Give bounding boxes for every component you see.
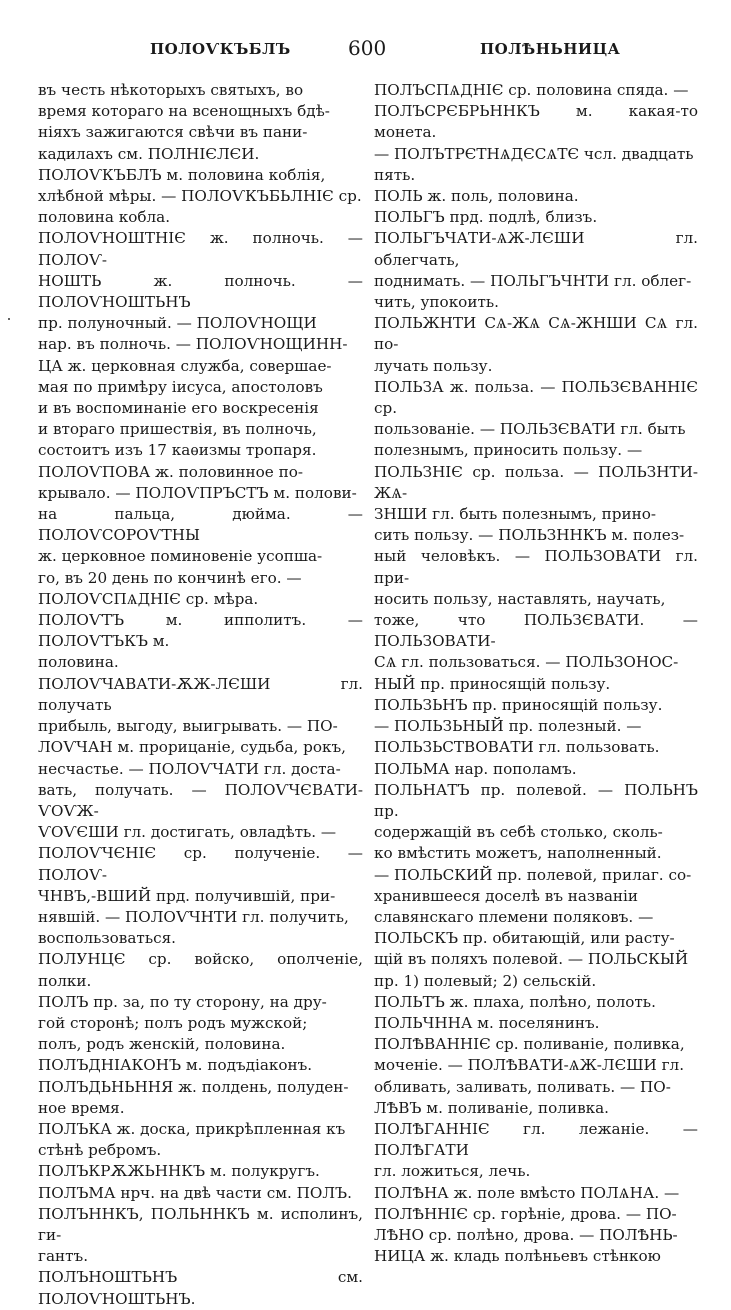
dictionary-line: стѣнѣ ребромъ. (38, 1141, 162, 1160)
dictionary-line: чить, упокоить. (374, 293, 499, 312)
dictionary-line: ЗНШИ гл. быть полезнымъ, прино- (374, 505, 656, 524)
dictionary-line: ПОЛОѴПОВА ж. половинное по- (38, 462, 304, 481)
dictionary-line: ЦА ж. церковная служба, совершае- (38, 356, 332, 375)
dictionary-line: гантъ. (38, 1247, 89, 1266)
dictionary-line: ЛѢВЪ м. поливаніе, поливка. (374, 1098, 609, 1117)
dictionary-line: НЫЙ пр. приносящій пользу. (374, 674, 611, 693)
dictionary-line: пр. 1) полевый; 2) сельскій. (374, 971, 597, 990)
dictionary-line: ПОЛЪМА нрч. на двѣ части см. ПОЛЪ. (38, 1183, 352, 1202)
dictionary-line: — ПОЛЬСКИЙ пр. полевой, прилаг. со- (374, 865, 692, 884)
dictionary-line: ПОЛУНЦЄ ср. войско, ополченіе, полки. (38, 950, 363, 990)
page-header (0, 36, 731, 66)
dictionary-line: ПОЛЬ ж. поль, половина. (374, 187, 579, 206)
dictionary-line: го, въ 20 день по кончинѣ его. — (38, 568, 302, 587)
dictionary-line: ПОЛЬСКЪ пр. обитающій, или расту- (374, 929, 675, 948)
dictionary-line: ПОЛЬЧННА м. поселянинъ. (374, 1013, 600, 1032)
dictionary-line: ное время. (38, 1098, 125, 1117)
header-right-word: ПОЛѢНЬНИЦА (480, 40, 621, 58)
dictionary-line: полезнымъ, приносить пользу. — (374, 441, 643, 460)
dictionary-line: славянскаго племени поляковъ. — (374, 907, 654, 926)
dictionary-line: ПОЛОѴЧЄНІЄ ср. полученіе. — ПОЛОѴ- (38, 844, 363, 884)
dictionary-line: ПОЛОѴЧАВАТИ-ѪЖ-ЛЄШИ гл. получать (38, 674, 363, 714)
dictionary-line: гл. ложиться, лечь. (374, 1162, 531, 1181)
dictionary-line: ПОЛЪКА ж. доска, прикрѣпленная къ (38, 1119, 346, 1138)
dictionary-line: ПОЛЬГЪ прд. подлѣ, близъ. (374, 208, 598, 227)
dictionary-line: полъ, родъ женскій, половина. (38, 1035, 286, 1054)
dictionary-line: ПОЛЬЗА ж. польза. — ПОЛЬЗЄВАННІЄ ср. (374, 377, 698, 418)
dictionary-line: пользованіе. — ПОЛЬЗЄВАТИ гл. быть (374, 420, 686, 439)
dictionary-line: состоитъ изъ 17 каѳизмы тропаря. (38, 441, 317, 460)
dictionary-line: ЛОѴЧАН м. прорицаніе, судьба, рокъ, (38, 738, 346, 757)
margin-dot (8, 318, 10, 320)
dictionary-line: щій въ поляхъ полевой. — ПОЛЬСКЫЙ (374, 950, 689, 969)
dictionary-line: обливать, заливать, поливать. — ПО- (374, 1077, 671, 1096)
dictionary-line: ко вмѣстить можетъ, наполненный. (374, 844, 662, 863)
dictionary-line: ПОЛѢГАННІЄ гл. лежаніе. — ПОЛѢГАТИ (374, 1119, 698, 1160)
dictionary-line: на пальца, дюйма. — ПОЛОѴСОРОѴТНЫ (38, 505, 363, 545)
dictionary-line: ПОЛѢВАННІЄ ср. поливаніе, поливка, (374, 1035, 685, 1054)
dictionary-line: ПОЛЪДЬНЬННЯ ж. полдень, полуден- (38, 1077, 349, 1096)
dictionary-line: ПОЛЪНОШТЬНЪ см. ПОЛОѴНОШТЬНЪ. (38, 1268, 363, 1308)
dictionary-line: лучать пользу. (374, 356, 493, 375)
dictionary-line: — ПОЛЪТРЄТНѦДЄСѦТЄ чсл. двадцать (374, 144, 694, 163)
dictionary-line: нявшій. — ПОЛОѴЧНТИ гл. получить, (38, 907, 349, 926)
dictionary-line: кадилахъ см. ПОЛНІЄЛЄИ. (38, 144, 260, 163)
dictionary-line: ПОЛЪСПѦДНІЄ ср. половина спяда. — (374, 81, 689, 99)
dictionary-line: носить пользу, наставлять, научать, (374, 589, 666, 608)
dictionary-line: ПОЛОѴКЪБЛЪ м. половина коблія, (38, 165, 326, 184)
dictionary-line: содержащій въ себѣ столько, сколь- (374, 823, 663, 842)
dictionary-line: ПОЛЬЗНІЄ ср. польза. — ПОЛЬЗНТИ-ЖѦ- (374, 462, 698, 502)
dictionary-line: прибыль, выгоду, выигрывать. — ПО- (38, 717, 338, 736)
dictionary-line: и въ воспоминаніе его воскресенія (38, 399, 319, 418)
dictionary-line: ПОЛОѴНОШТНІЄ ж. полночь. — ПОЛОѴ- (38, 229, 363, 269)
dictionary-line: время котораго на всенощныхъ бдѣ- (38, 102, 330, 121)
dictionary-line: вать, получать. — ПОЛОѴЧЄВАТИ-ѴОѴЖ- (38, 780, 363, 820)
dictionary-line: поднимать. — ПОЛЬГЪЧНТИ гл. облег- (374, 271, 692, 290)
dictionary-line: ж. церковное поминовеніе усопша- (38, 547, 323, 566)
dictionary-line: ПОЛЪ пр. за, по ту сторону, на дру- (38, 992, 327, 1011)
dictionary-line: ПОЛЬЗЬНЪ пр. приносящій пользу. (374, 695, 663, 714)
dictionary-line: ПОЛОѴСПѦДНІЄ ср. мѣра. (38, 589, 259, 608)
dictionary-line: въ честь нѣкоторыхъ святыхъ, во (38, 81, 304, 99)
dictionary-line: пр. полуночный. — ПОЛОѴНОЩИ (38, 314, 317, 333)
dictionary-line: ПОЛѢННІЄ ср. горѣніе, дрова. — ПО- (374, 1204, 677, 1223)
dictionary-line: моченіе. — ПОЛѢВАТИ-ѦЖ-ЛЄШИ гл. (374, 1056, 685, 1075)
dictionary-line: пять. (374, 165, 416, 184)
page-number: 600 (348, 36, 387, 60)
dictionary-line: несчастье. — ПОЛОѴЧАТИ гл. доста- (38, 759, 341, 778)
dictionary-line: хранившееся доселѣ въ названіи (374, 886, 638, 905)
dictionary-line: нар. въ полночь. — ПОЛОѴНОЩИНН- (38, 335, 348, 354)
dictionary-line: НОШТЬ ж. полночь. — ПОЛОѴНОШТЬНЪ (38, 271, 363, 312)
dictionary-line: сить пользу. — ПОЛЬЗННКЪ м. полез- (374, 526, 685, 545)
dictionary-line: и втораго пришествія, въ полночь, (38, 420, 317, 439)
dictionary-line: ПОЛЬТЪ ж. плаха, полѣно, полоть. (374, 992, 656, 1011)
dictionary-line: тоже, что ПОЛЬЗЄВАТИ. — ПОЛЬЗОВАТИ- (374, 611, 698, 651)
dictionary-line: половина. (38, 653, 119, 672)
dictionary-line: ПОЛЪДНІАКОНЪ м. подъдіаконъ. (38, 1056, 313, 1075)
dictionary-line: ЧНВЪ,-ВШИЙ прд. получившій, при- (38, 886, 336, 905)
dictionary-line: ПОЛЬГЪЧАТИ-ѦЖ-ЛЄШИ гл. облегчать, (374, 229, 698, 269)
dictionary-line: ПОЛОѴТЪ м. ипполитъ. — ПОЛОѴТЪКЪ м. (38, 611, 363, 651)
dictionary-line: ПОЛЪННКЪ, ПОЛЬННКЪ м. исполинъ, ги- (38, 1204, 363, 1244)
header-left-word: ПОЛОѴКЪБЛЪ (150, 40, 291, 58)
dictionary-line: СѦ гл. пользоваться. — ПОЛЬЗОНОС- (374, 653, 679, 672)
dictionary-line: воспользоваться. (38, 929, 177, 948)
dictionary-line: ПОЛЪСРЄБРЬННКЪ м. какая-то монета. (374, 102, 698, 142)
dictionary-line: ПОЛЬЗЬСТВОВАТИ гл. пользовать. (374, 738, 660, 757)
dictionary-line: крывало. — ПОЛОѴПРЪСТЪ м. полови- (38, 483, 357, 502)
dictionary-line: ПОЛЬМА нар. пополамъ. (374, 759, 577, 778)
dictionary-line: — ПОЛЬЗЬНЫЙ пр. полезный. — (374, 717, 642, 736)
dictionary-line: гой сторонѣ; полъ родъ мужской; (38, 1013, 308, 1032)
dictionary-line: ПОЛѢНА ж. поле вмѣсто ПОЛѦНА. — (374, 1183, 680, 1202)
right-column (374, 80, 698, 1267)
dictionary-line: половина кобла. (38, 208, 171, 227)
dictionary-line: ный человѣкъ. — ПОЛЬЗОВАТИ гл. при- (374, 547, 698, 587)
dictionary-line: ПОЛЬЖНТИ СѦ-ЖѦ СѦ-ЖНШИ СѦ гл. по- (374, 314, 698, 354)
dictionary-line: ПОЛЪКРѪЖЬННКЪ м. полукругъ. (38, 1162, 320, 1181)
dictionary-line: ЛѢНО ср. полѣно, дрова. — ПОЛѢНЬ- (374, 1225, 678, 1244)
dictionary-line: ніяхъ зажигаются свѣчи въ пани- (38, 123, 308, 142)
dictionary-line: ПОЛЬНАТЪ пр. полевой. — ПОЛЬНЪ пр. (374, 780, 698, 820)
dictionary-line: хлѣбной мѣры. — ПОЛОѴКЪБЬЛНІЄ ср. (38, 187, 362, 206)
dictionary-line: мая по примѣру іисуса, апостоловъ (38, 377, 323, 396)
dictionary-line: ѴОѴЄШИ гл. достигать, овладѣть. — (38, 823, 337, 842)
left-column (38, 80, 363, 1310)
dictionary-line: НИЦА ж. кладь полѣньевъ стѣнкою (374, 1247, 661, 1266)
